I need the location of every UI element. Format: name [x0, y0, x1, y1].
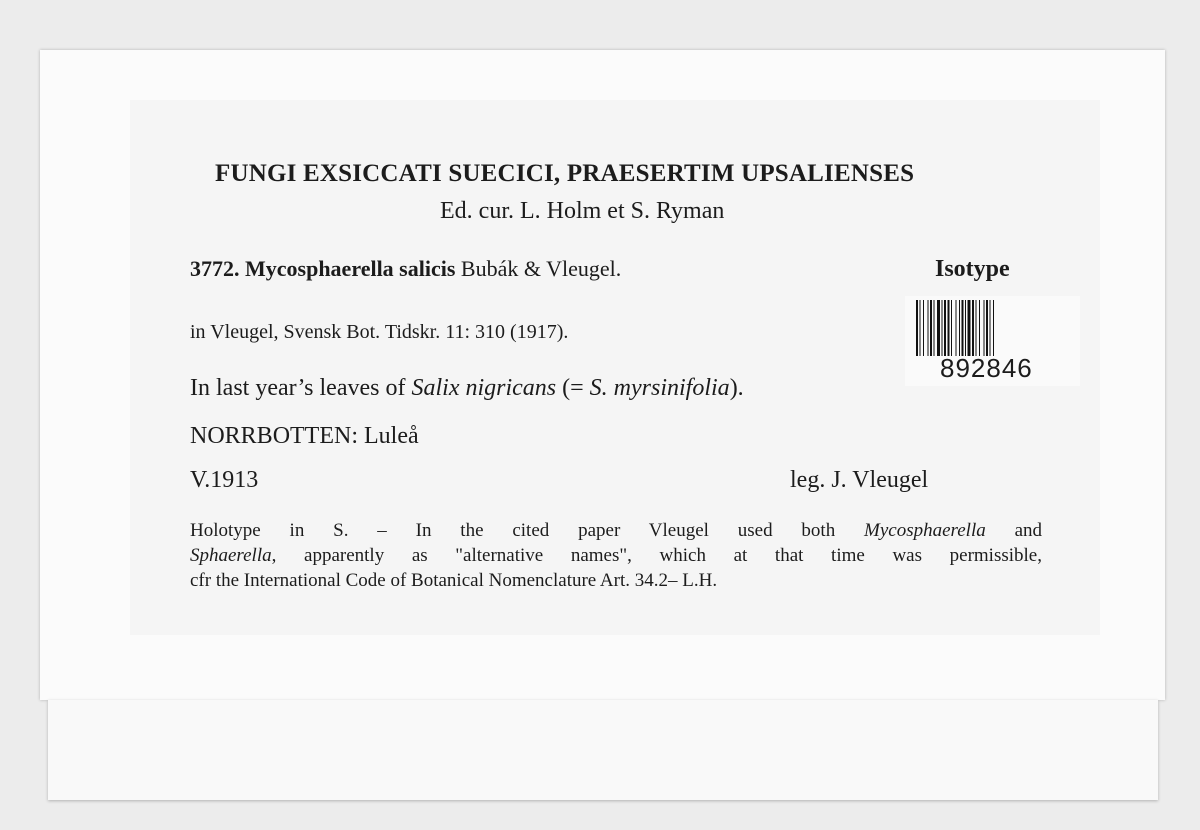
species-line	[190, 256, 621, 282]
specimen-number: 3772.	[190, 256, 240, 281]
barcode-number: 892846	[940, 353, 1033, 383]
species-name: Mycosphaerella salicis	[245, 256, 456, 281]
barcode	[915, 300, 1058, 356]
habitat-line	[190, 375, 744, 402]
nomenclature-note	[190, 518, 1042, 593]
note-line: Holotype in S. – In the cited paper Vleugel used both Mycosphaerella and	[190, 520, 1042, 541]
host-synonym: S. myrsinifolia	[589, 375, 730, 401]
collector: leg. J. Vleugel	[790, 467, 929, 493]
habitat-text: ).	[729, 375, 744, 401]
note-line: cfr the International Code of Botanical Nomenclature Art. 34.2– L.H.	[190, 570, 718, 591]
habitat-text: In last year’s leaves of	[190, 375, 412, 401]
series-title: FUNGI EXSICCATI SUECICI, PRAESERTIM UPSALIENSES	[215, 160, 915, 187]
type-status: Isotype	[935, 256, 1010, 282]
species-authority: Bubák & Vleugel.	[460, 256, 622, 281]
habitat-text: (=	[556, 375, 590, 401]
publication-reference: in Vleugel, Svensk Bot. Tidskr. 11: 310 (1917).	[190, 321, 569, 343]
locality: NORRBOTTEN: Luleå	[190, 423, 419, 449]
collection-date: V.1913	[190, 467, 259, 493]
envelope-flap	[48, 700, 1158, 800]
note-line: Sphaerella, apparently as "alternative names", which at that time was permissible,	[190, 545, 1042, 566]
editors-line: Ed. cur. L. Holm et S. Ryman	[440, 198, 725, 224]
host-name: Salix nigricans	[411, 375, 557, 401]
